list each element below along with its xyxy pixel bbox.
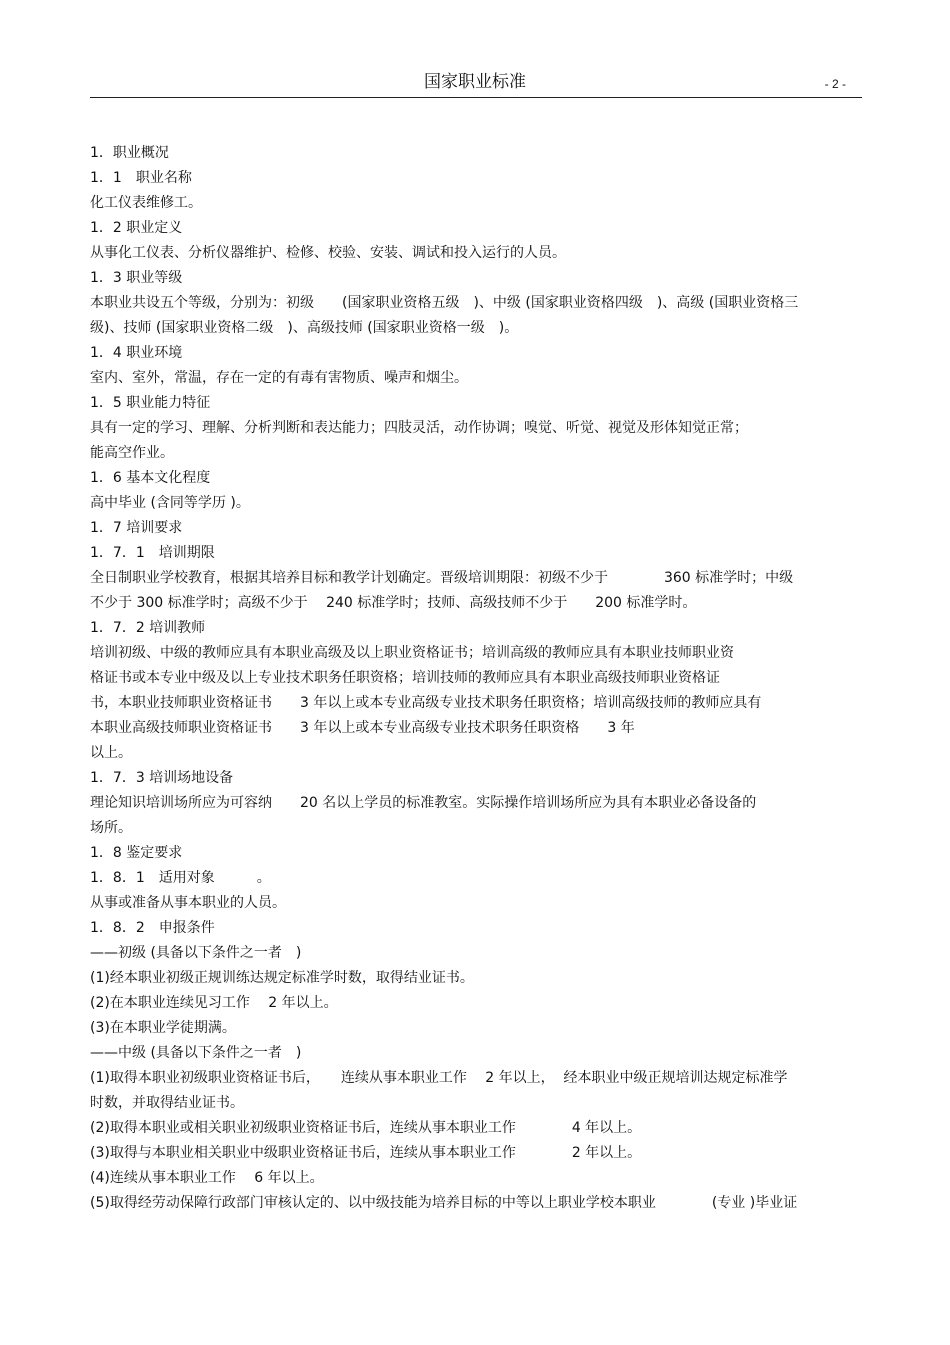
paragraph-line: 全日制职业学校教育，根据其培养目标和教学计划确定。晋级培训期限：初级不少于 360 标准学时；中级	[90, 570, 794, 586]
section-heading: 1．4 职业环境	[90, 345, 183, 361]
condition-item: (3)在本职业学徒期满。	[90, 1020, 236, 1036]
header-divider	[90, 97, 862, 98]
paragraph-line: 格证书或本专业中级及以上专业技术职务任职资格；培训技师的教师应具有本职业高级技师职业资格证	[90, 670, 720, 686]
paragraph-line: 本职业共设五个等级，分别为：初级 (国家职业资格五级 )、中级 (国家职业资格四级 )、高级 (国职业资格三	[90, 295, 799, 311]
section-heading: 1．8．2 申报条件	[90, 920, 215, 936]
section-heading: 1．7．3 培训场地设备	[90, 770, 234, 786]
section-heading: 1．职业概况	[90, 145, 169, 161]
condition-item: (1)取得本职业初级职业资格证书后， 连续从事本职业工作 2 年以上， 经本职业中级正规培训达规定标准学	[90, 1070, 788, 1086]
section-heading: 1．1 职业名称	[90, 170, 192, 186]
condition-item: (3)取得与本职业相关职业中级职业资格证书后，连续从事本职业工作 2 年以上。	[90, 1145, 642, 1161]
section-heading: 1．2 职业定义	[90, 220, 183, 236]
condition-item: (1)经本职业初级正规训练达规定标准学时数，取得结业证书。	[90, 970, 474, 986]
paragraph-line: 从事或准备从事本职业的人员。	[90, 895, 286, 911]
paragraph-line: 具有一定的学习、理解、分析判断和表达能力；四肢灵活，动作协调；嗅觉、听觉、视觉及形体知觉正常；	[90, 420, 748, 436]
paragraph-line: 理论知识培训场所应为可容纳 20 名以上学员的标准教室。实际操作培训场所应为具有本职业必备设备的	[90, 795, 757, 811]
paragraph-line: 能高空作业。	[90, 445, 174, 461]
section-heading: 1．7 培训要求	[90, 520, 183, 536]
paragraph-line: 不少于 300 标准学时；高级不少于 240 标准学时；技师、高级技师不少于 200 标准学时。	[90, 595, 697, 611]
section-heading: 1．8 鉴定要求	[90, 845, 183, 861]
paragraph-line: 室内、室外，常温，存在一定的有毒有害物质、噪声和烟尘。	[90, 370, 468, 386]
condition-item: (4)连续从事本职业工作 6 年以上。	[90, 1170, 324, 1186]
paragraph-line: 化工仪表维修工。	[90, 195, 202, 211]
paragraph-line: 场所。	[90, 820, 132, 836]
paragraph-line: 级)、技师 (国家职业资格二级 )、高级技师 (国家职业资格一级 )。	[90, 320, 519, 336]
paragraph-line: 本职业高级技师职业资格证书 3 年以上或本专业高级专业技术职务任职资格 3 年	[90, 720, 635, 736]
section-heading: 1．5 职业能力特征	[90, 395, 211, 411]
section-heading: 1．8．1 适用对象 。	[90, 870, 271, 886]
section-heading: 1．7．2 培训教师	[90, 620, 206, 636]
section-heading: 1．7．1 培训期限	[90, 545, 215, 561]
document-body	[90, 141, 862, 1216]
level-heading: ——中级 (具备以下条件之一者 )	[90, 1045, 302, 1061]
condition-item: (2)取得本职业或相关职业初级职业资格证书后，连续从事本职业工作 4 年以上。	[90, 1120, 642, 1136]
level-heading: ——初级 (具备以下条件之一者 )	[90, 945, 302, 961]
paragraph-line: 从事化工仪表、分析仪器维护、检修、校验、安装、调试和投入运行的人员。	[90, 245, 566, 261]
paragraph-line: 以上。	[90, 745, 132, 761]
header-title: 国家职业标准	[424, 72, 526, 92]
paragraph-line: 书，本职业技师职业资格证书 3 年以上或本专业高级专业技术职务任职资格；培训高级技师的教师应具有	[90, 695, 762, 711]
condition-item: (5)取得经劳动保障行政部门审核认定的、以中级技能为培养目标的中等以上职业学校本职业 (专业 )毕业证	[90, 1195, 798, 1211]
condition-item: 时数，并取得结业证书。	[90, 1095, 244, 1111]
condition-item: (2)在本职业连续见习工作 2 年以上。	[90, 995, 338, 1011]
paragraph-line: 培训初级、中级的教师应具有本职业高级及以上职业资格证书；培训高级的教师应具有本职业技师职业资	[90, 645, 734, 661]
paragraph-line: 高中毕业 (含同等学历 )。	[90, 495, 250, 511]
page-number: - 2 -	[824, 77, 846, 91]
section-heading: 1．3 职业等级	[90, 270, 183, 286]
section-heading: 1．6 基本文化程度	[90, 470, 211, 486]
